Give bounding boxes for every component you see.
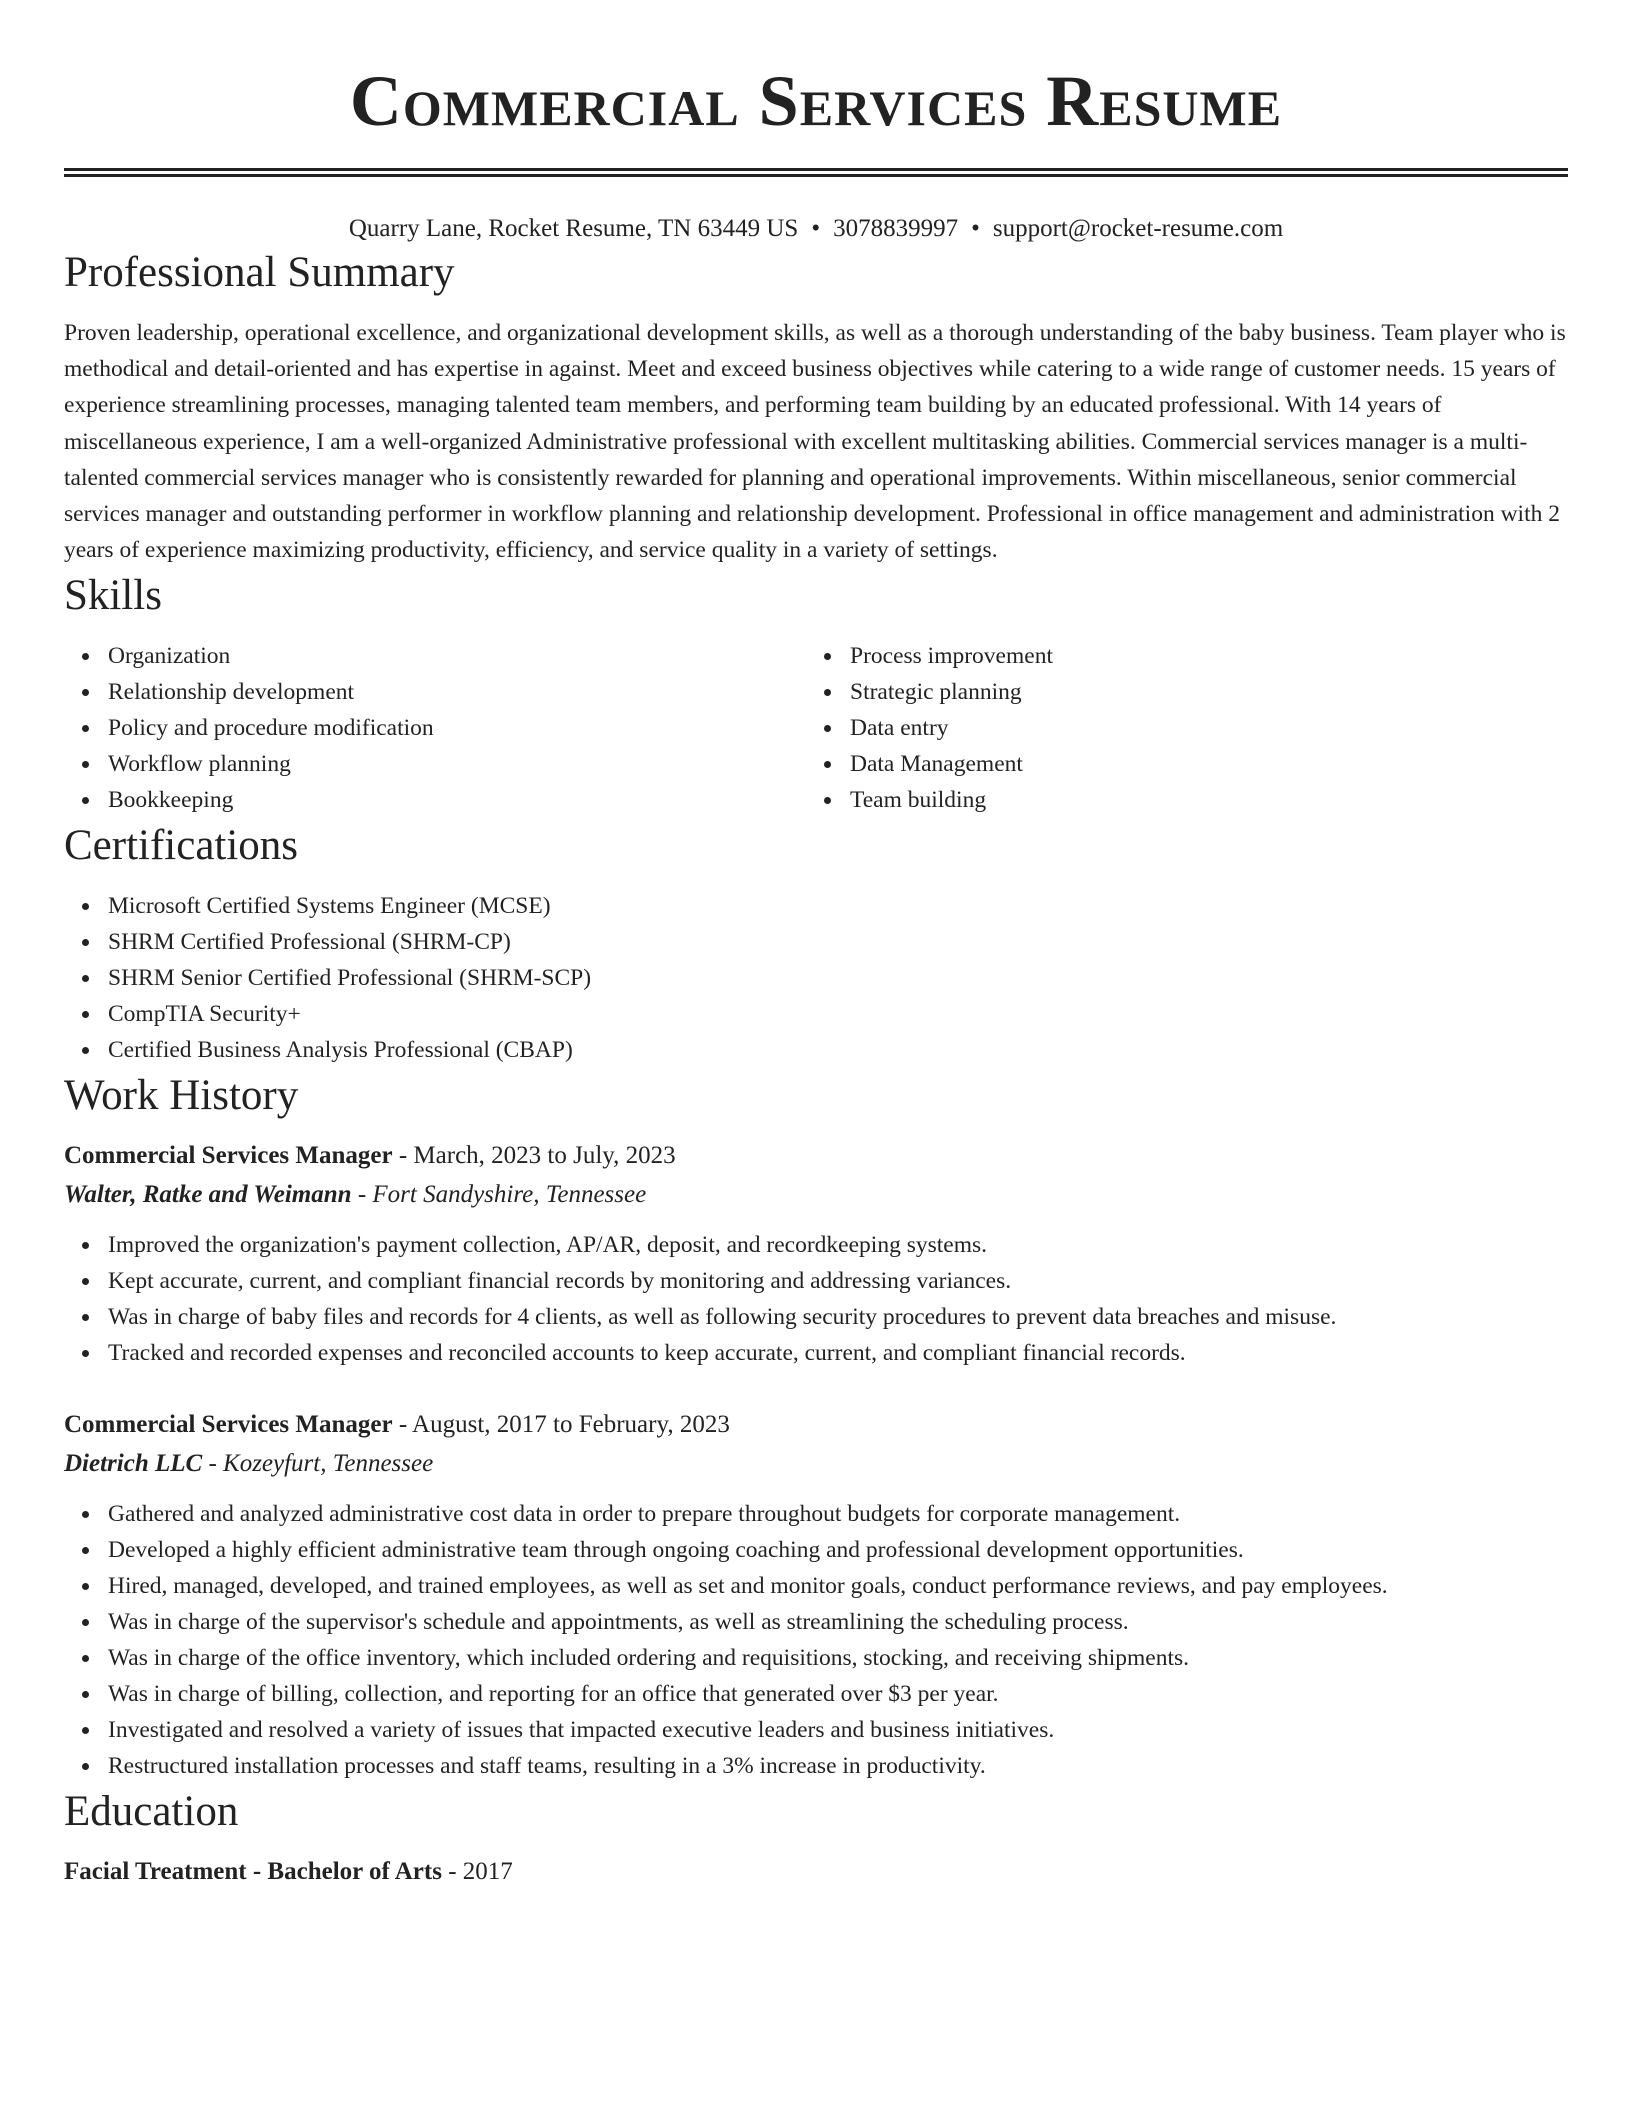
skills-column-left xyxy=(64,638,806,818)
job-title: Commercial Services Manager xyxy=(64,1411,393,1439)
job-bullet: Developed a highly efficient administrative team through ongoing coaching and professional development opportunities. xyxy=(64,1532,1568,1568)
job-location: Fort Sandyshire, Tennessee xyxy=(372,1181,647,1209)
certification-item: SHRM Senior Certified Professional (SHRM-SCP) xyxy=(64,960,1568,996)
job-title-line: Commercial Services Manager - August, 2017 to February, 2023 xyxy=(64,1411,730,1439)
skill-item: Workflow planning xyxy=(64,746,806,782)
job-employer: Walter, Ratke and Weimann xyxy=(64,1181,352,1209)
skill-item: Organization xyxy=(64,638,806,674)
education-heading: Education xyxy=(64,1788,239,1836)
skill-item: Bookkeeping xyxy=(64,782,806,818)
contact-separator: • xyxy=(811,215,821,242)
job-bullet: Gathered and analyzed administrative cost data in order to prepare throughout budgets for corporate management. xyxy=(64,1496,1568,1532)
job-dates: March, 2023 to July, 2023 xyxy=(413,1142,676,1170)
job-title-line: Commercial Services Manager - March, 2023 to July, 2023 xyxy=(64,1142,676,1170)
contact-address: Quarry Lane, Rocket Resume, TN 63449 US xyxy=(348,215,799,242)
job-bullet: Improved the organization's payment collection, AP/AR, deposit, and recordkeeping systems. xyxy=(64,1227,1568,1263)
summary-text: Proven leadership, operational excellence, and organizational development skills, as well as a thorough understanding of the baby business. Team player who is methodical and detail-oriented and has expertise in against. Meet and exceed business objectives while catering to a wide range of customer needs. 15 years of experience streamlining processes, managing talented team members, and performing team building by an educated professional. With 14 years of miscellaneous experience, I am a well-organized Administrative professional with excellent multitasking abilities. Commercial services manager is a multi-talented commercial services manager who is consistently rewarded for planning and operational improvements. Within miscellaneous, senior commercial services manager and outstanding performer in workflow planning and relationship development. Professional in office management and administration with 2 years of experience maximizing productivity, efficiency, and service quality in a variety of settings. xyxy=(64,320,1566,564)
skill-item: Relationship development xyxy=(64,674,806,710)
skill-item: Strategic planning xyxy=(806,674,1548,710)
skill-item: Data entry xyxy=(806,710,1548,746)
contact-email: support@rocket-resume.com xyxy=(992,215,1284,242)
resume-title: Commercial Services Resume xyxy=(349,61,1283,141)
education-year: 2017 xyxy=(462,1858,513,1886)
skill-item: Policy and procedure modification xyxy=(64,710,806,746)
job-bullet: Investigated and resolved a variety of issues that impacted executive leaders and business initiatives. xyxy=(64,1712,1568,1748)
job-title: Commercial Services Manager xyxy=(64,1142,393,1170)
certifications-list xyxy=(64,888,1568,1068)
certification-item: Microsoft Certified Systems Engineer (MCSE) xyxy=(64,888,1568,924)
contact-phone: 3078839997 xyxy=(833,215,959,242)
contact-separator: • xyxy=(971,215,980,242)
skills-list xyxy=(64,638,1568,818)
job-responsibilities xyxy=(64,1496,1568,1784)
certifications-heading: Certifications xyxy=(64,822,299,870)
job-bullet: Was in charge of the office inventory, which included ordering and requisitions, stocking, and receiving shipments. xyxy=(64,1640,1568,1676)
job-bullet: Was in charge of baby files and records for 4 clients, as well as following security procedures to prevent data breaches and misuse. xyxy=(64,1299,1568,1335)
job-entry xyxy=(64,1138,1568,1371)
job-bullet: Hired, managed, developed, and trained employees, as well as set and monitor goals, conduct performance reviews, and pay employees. xyxy=(64,1568,1568,1604)
job-bullet: Tracked and recorded expenses and reconciled accounts to keep accurate, current, and compliant financial records. xyxy=(64,1335,1568,1371)
skill-item: Team building xyxy=(806,782,1548,818)
education-degree: Facial Treatment - Bachelor of Arts xyxy=(64,1858,442,1886)
job-bullet: Restructured installation processes and staff teams, resulting in a 3% increase in productivity. xyxy=(64,1748,1568,1784)
job-responsibilities xyxy=(64,1227,1568,1371)
certification-item: Certified Business Analysis Professional (CBAP) xyxy=(64,1032,1568,1068)
job-employer-line: Dietrich LLC - Kozeyfurt, Tennessee xyxy=(64,1450,434,1478)
summary-heading: Professional Summary xyxy=(64,249,455,296)
job-bullet: Was in charge of billing, collection, and reporting for an office that generated over $3 per year. xyxy=(64,1676,1568,1712)
certification-item: SHRM Certified Professional (SHRM-CP) xyxy=(64,924,1568,960)
job-dates: August, 2017 to February, 2023 xyxy=(412,1411,730,1439)
title-divider xyxy=(64,168,1568,177)
job-employer-line: Walter, Ratke and Weimann - Fort Sandyshire, Tennessee xyxy=(64,1181,647,1209)
education-entry: Facial Treatment - Bachelor of Arts - 2017 xyxy=(64,1858,513,1886)
work-history-heading: Work History xyxy=(64,1072,299,1120)
skills-heading: Skills xyxy=(64,572,162,620)
job-location: Kozeyfurt, Tennessee xyxy=(223,1450,434,1478)
job-entry xyxy=(64,1407,1568,1784)
job-employer: Dietrich LLC xyxy=(64,1450,203,1478)
job-bullet: Kept accurate, current, and compliant financial records by monitoring and addressing variances. xyxy=(64,1263,1568,1299)
certification-item: CompTIA Security+ xyxy=(64,996,1568,1032)
skills-column-right xyxy=(806,638,1548,818)
skill-item: Process improvement xyxy=(806,638,1548,674)
job-bullet: Was in charge of the supervisor's schedule and appointments, as well as streamlining the scheduling process. xyxy=(64,1604,1568,1640)
contact-line xyxy=(64,213,1568,245)
skill-item: Data Management xyxy=(806,746,1548,782)
